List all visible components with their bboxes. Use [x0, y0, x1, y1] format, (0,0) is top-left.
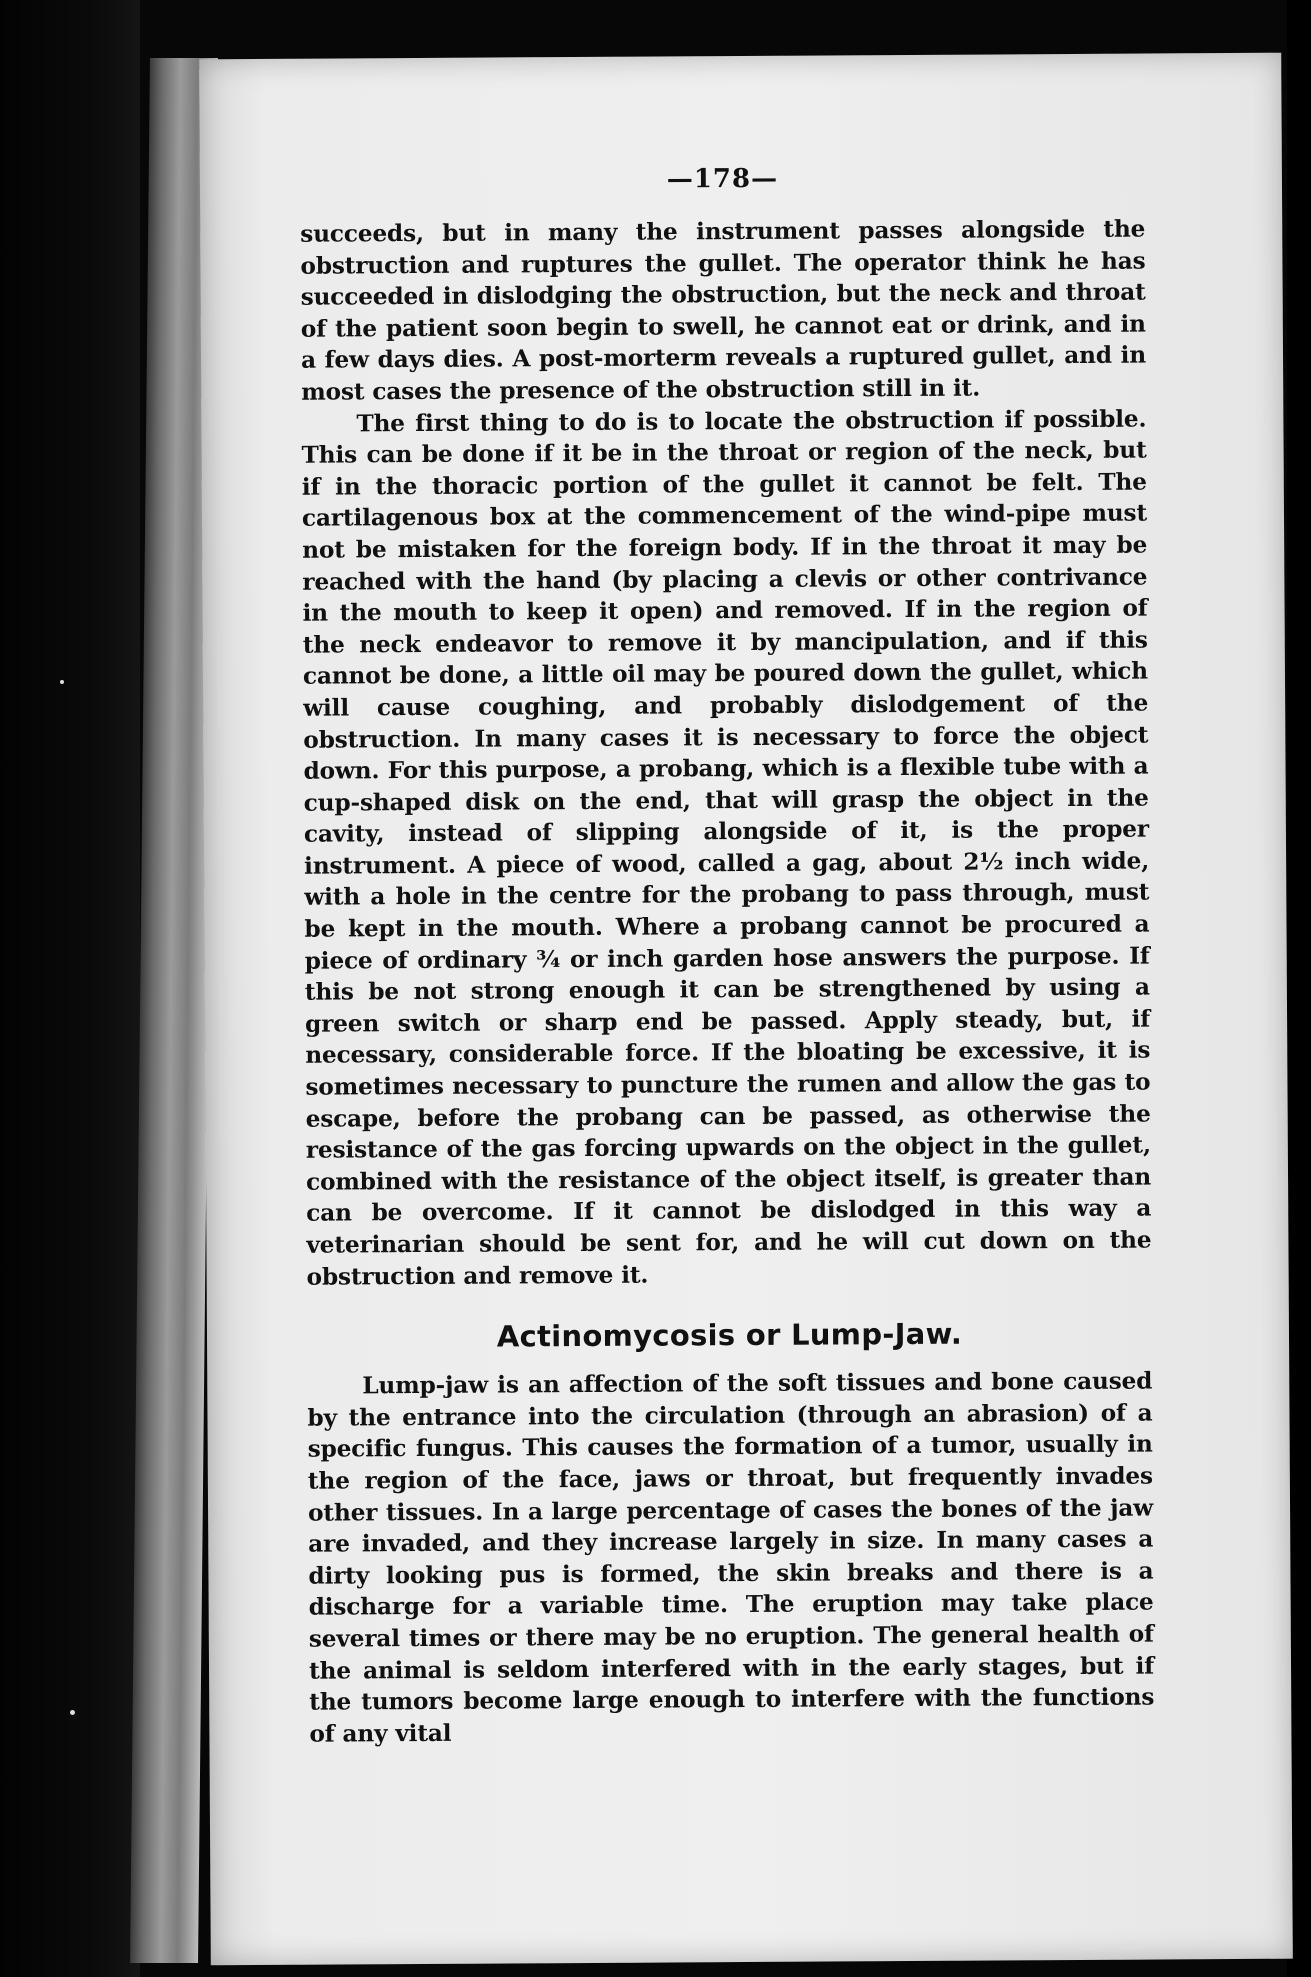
section-heading: Actinomycosis or Lump-Jaw.: [496, 1316, 963, 1354]
page-number: —178—: [666, 163, 779, 195]
paragraph-obstruction-treatment: The first thing to do is to locate the obstruction if possible. This can be done if it be in the throat or region of the neck, but if in the thoracic portion of the gullet it cannot be felt. The cartilagenous box at the commencement of the wind-pipe must not be mistaken for the foreign body. If in the throat it may be reached with the hand (by placing a clevis or other contrivance in the mouth to keep it open) and removed. If in the region of the neck endeavor to remove it by mancipulation, and if this cannot be done, a little oil may be poured down the gullet, which will cause coughing, and probably dislodgement of the obstruction. In many cases it is necessary to force the object down. For this purpose, a probang, which is a flexible tube with a cup-shaped disk on the end, that will grasp the object in the cavity, instead of slipping alongside of it, is the proper instrument. A piece of wood, called a gag, about 2½ inch wide, with a hole in the centre for the probang to pass through, must be kept in the mouth. Where a probang cannot be procured a piece of ordinary ¾ or inch garden hose answers the purpose. If this be not strong enough it can be strengthened by using a green switch or sharp end be passed. Apply steady, but, if necessary, considerable force. If the bloating be excessive, it is sometimes necessary to puncture the rumen and allow the gas to escape, before the probang can be passed, as otherwise the resistance of the gas forcing upwards on the object in the gullet, combined with the resistance of the object itself, is greater than can be overcome. If it cannot be dislodged in this way a veterinarian should be sent for, and he will cut down on the obstruction and remove it.: [301, 405, 1152, 1291]
page-content: [300, 162, 1155, 1750]
dust-speck: [60, 680, 64, 684]
paragraph-lump-jaw: Lump-jaw is an affection of the soft tissues and bone caused by the entrance into the circulation (through an abrasion) of a specific fungus. This causes the formation of a tumor, usually in the region of the face, jaws or throat, but frequently invades other tissues. In a large percentage of cases the bones of the jaw are invaded, and they increase largely in size. In many cases a dirty looking pus is formed, the skin breaks and there is a discharge for a variable time. The eruption may take place several times or there may be no eruption. The general health of the animal is seldom interfered with in the early stages, but if the tumors become large enough to interfere with the functions of any vital: [307, 1367, 1155, 1748]
dust-speck: [70, 1710, 75, 1715]
left-scan-margin: [0, 0, 140, 1977]
paragraph-continuation: succeeds, but in many the instrument passes alongside the obstruction and ruptures the gullet. The operator think he has succeeded in dislodging the obstruction, but the neck and throat of the patient soon begin to swell, he cannot eat or drink, and in a few days dies. A post-morterm reveals a ruptured gullet, and in most cases the presence of the obstruction still in it.: [300, 215, 1147, 406]
book-page: [199, 53, 1293, 1966]
